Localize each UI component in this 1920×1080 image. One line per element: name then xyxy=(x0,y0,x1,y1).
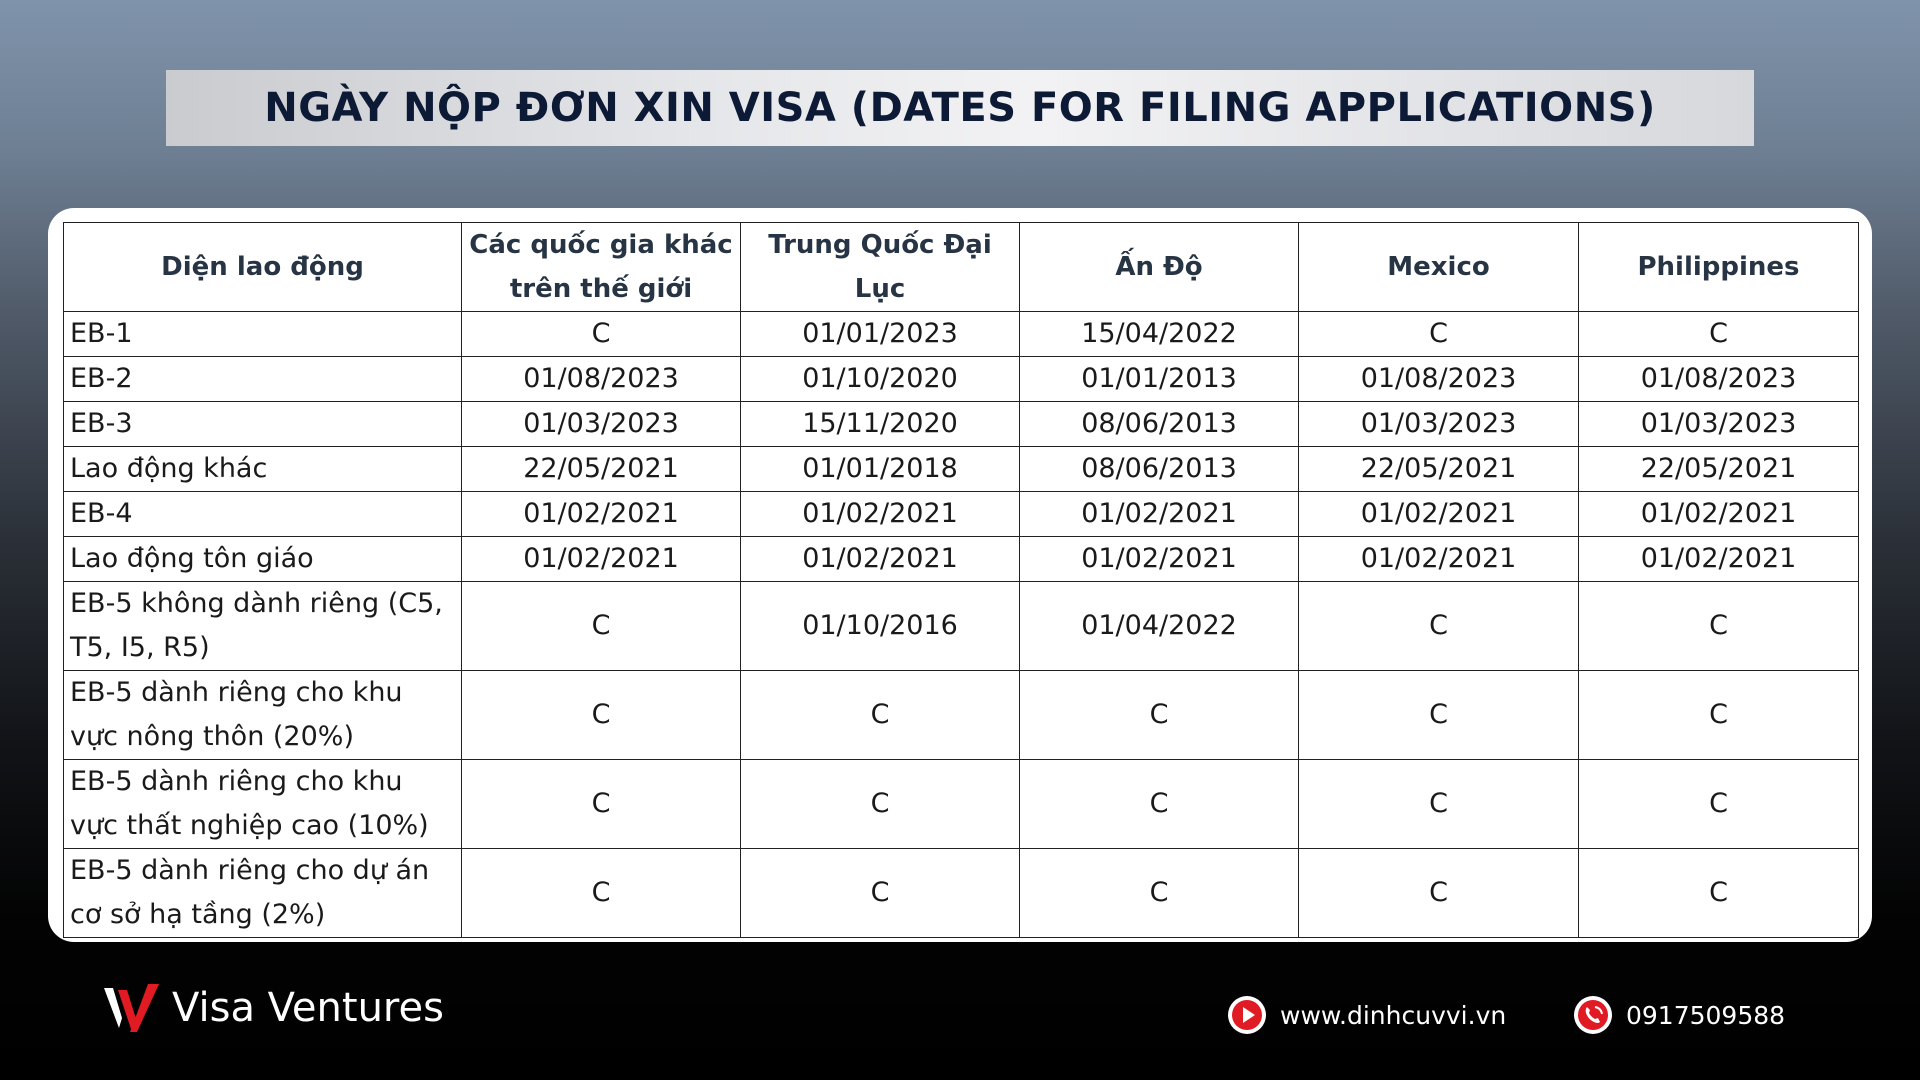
cell-value: 01/01/2018 xyxy=(741,447,1020,492)
cell-value: C xyxy=(1299,312,1579,357)
cell-value: C xyxy=(462,849,741,938)
visa-dates-table xyxy=(63,222,1859,938)
table-row xyxy=(64,447,1859,492)
cell-value: 01/02/2021 xyxy=(1299,492,1579,537)
cell-value: C xyxy=(1020,849,1299,938)
header-china: Trung Quốc Đại Lục xyxy=(741,223,1020,312)
cell-value: 01/02/2021 xyxy=(462,537,741,582)
cell-value: 22/05/2021 xyxy=(1299,447,1579,492)
cell-value: C xyxy=(1579,760,1859,849)
cell-value: 01/08/2023 xyxy=(1579,357,1859,402)
header-category: Diện lao động xyxy=(64,223,462,312)
header-mexico: Mexico xyxy=(1299,223,1579,312)
header-philippines: Philippines xyxy=(1579,223,1859,312)
cell-value: C xyxy=(1579,849,1859,938)
table-header-row xyxy=(64,223,1859,312)
header-rest-of-world: Các quốc gia khác trên thế giới xyxy=(462,223,741,312)
cell-value: C xyxy=(1299,671,1579,760)
cell-value: 22/05/2021 xyxy=(462,447,741,492)
cell-value: 01/03/2023 xyxy=(1299,402,1579,447)
cell-value: 01/02/2021 xyxy=(1299,537,1579,582)
table-row xyxy=(64,312,1859,357)
row-category: Lao động khác xyxy=(64,447,462,492)
cell-value: 01/03/2023 xyxy=(1579,402,1859,447)
cell-value: 01/01/2023 xyxy=(741,312,1020,357)
cell-value: C xyxy=(741,671,1020,760)
cell-value: 01/03/2023 xyxy=(462,402,741,447)
row-category: EB-3 xyxy=(64,402,462,447)
cell-value: C xyxy=(462,582,741,671)
cell-value: 15/11/2020 xyxy=(741,402,1020,447)
cell-value: 22/05/2021 xyxy=(1579,447,1859,492)
table-row xyxy=(64,357,1859,402)
row-category: EB-1 xyxy=(64,312,462,357)
cell-value: C xyxy=(1299,849,1579,938)
cell-value: 01/02/2021 xyxy=(462,492,741,537)
cell-value: 01/02/2021 xyxy=(741,537,1020,582)
website-contact[interactable] xyxy=(1228,996,1506,1034)
row-category: EB-4 xyxy=(64,492,462,537)
cell-value: 01/02/2021 xyxy=(1579,492,1859,537)
phone-number[interactable]: 0917509588 xyxy=(1626,1000,1786,1030)
cell-value: C xyxy=(741,760,1020,849)
website-link[interactable]: www.dinhcuvvi.vn xyxy=(1280,1000,1507,1030)
cell-value: 01/02/2021 xyxy=(741,492,1020,537)
table-card xyxy=(48,208,1872,942)
cell-value: C xyxy=(1579,671,1859,760)
phone-icon xyxy=(1574,996,1612,1034)
cell-value: C xyxy=(1579,582,1859,671)
cell-value: 01/10/2016 xyxy=(741,582,1020,671)
cell-value: 08/06/2013 xyxy=(1020,402,1299,447)
page-title: NGÀY NỘP ĐƠN XIN VISA (DATES FOR FILING APPLICATIONS) xyxy=(264,85,1656,131)
table-row xyxy=(64,671,1859,760)
table-row xyxy=(64,582,1859,671)
cell-value: C xyxy=(1299,760,1579,849)
cell-value: C xyxy=(1579,312,1859,357)
brand-logo xyxy=(104,980,444,1036)
table-row xyxy=(64,760,1859,849)
vv-logo-icon xyxy=(104,982,164,1034)
cell-value: C xyxy=(1299,582,1579,671)
cell-value: 01/10/2020 xyxy=(741,357,1020,402)
row-category: EB-5 dành riêng cho khu vực nông thôn (20%) xyxy=(64,671,462,760)
cell-value: C xyxy=(1020,760,1299,849)
table-row xyxy=(64,492,1859,537)
row-category: Lao động tôn giáo xyxy=(64,537,462,582)
row-category: EB-2 xyxy=(64,357,462,402)
play-circle-icon xyxy=(1228,996,1266,1034)
cell-value: C xyxy=(462,671,741,760)
table-row xyxy=(64,537,1859,582)
table-row xyxy=(64,849,1859,938)
title-banner xyxy=(166,70,1754,146)
cell-value: 01/02/2021 xyxy=(1020,492,1299,537)
cell-value: C xyxy=(741,849,1020,938)
cell-value: 01/08/2023 xyxy=(462,357,741,402)
cell-value: C xyxy=(462,760,741,849)
cell-value: 01/04/2022 xyxy=(1020,582,1299,671)
phone-contact[interactable] xyxy=(1574,996,1785,1034)
row-category: EB-5 dành riêng cho dự án cơ sở hạ tầng (2%) xyxy=(64,849,462,938)
cell-value: 01/02/2021 xyxy=(1579,537,1859,582)
cell-value: 08/06/2013 xyxy=(1020,447,1299,492)
row-category: EB-5 dành riêng cho khu vực thất nghiệp cao (10%) xyxy=(64,760,462,849)
cell-value: C xyxy=(462,312,741,357)
cell-value: C xyxy=(1020,671,1299,760)
header-india: Ấn Độ xyxy=(1020,223,1299,312)
cell-value: 15/04/2022 xyxy=(1020,312,1299,357)
brand-name: Visa Ventures xyxy=(172,985,444,1031)
row-category: EB-5 không dành riêng (C5, T5, I5, R5) xyxy=(64,582,462,671)
cell-value: 01/01/2013 xyxy=(1020,357,1299,402)
cell-value: 01/02/2021 xyxy=(1020,537,1299,582)
cell-value: 01/08/2023 xyxy=(1299,357,1579,402)
table-row xyxy=(64,402,1859,447)
